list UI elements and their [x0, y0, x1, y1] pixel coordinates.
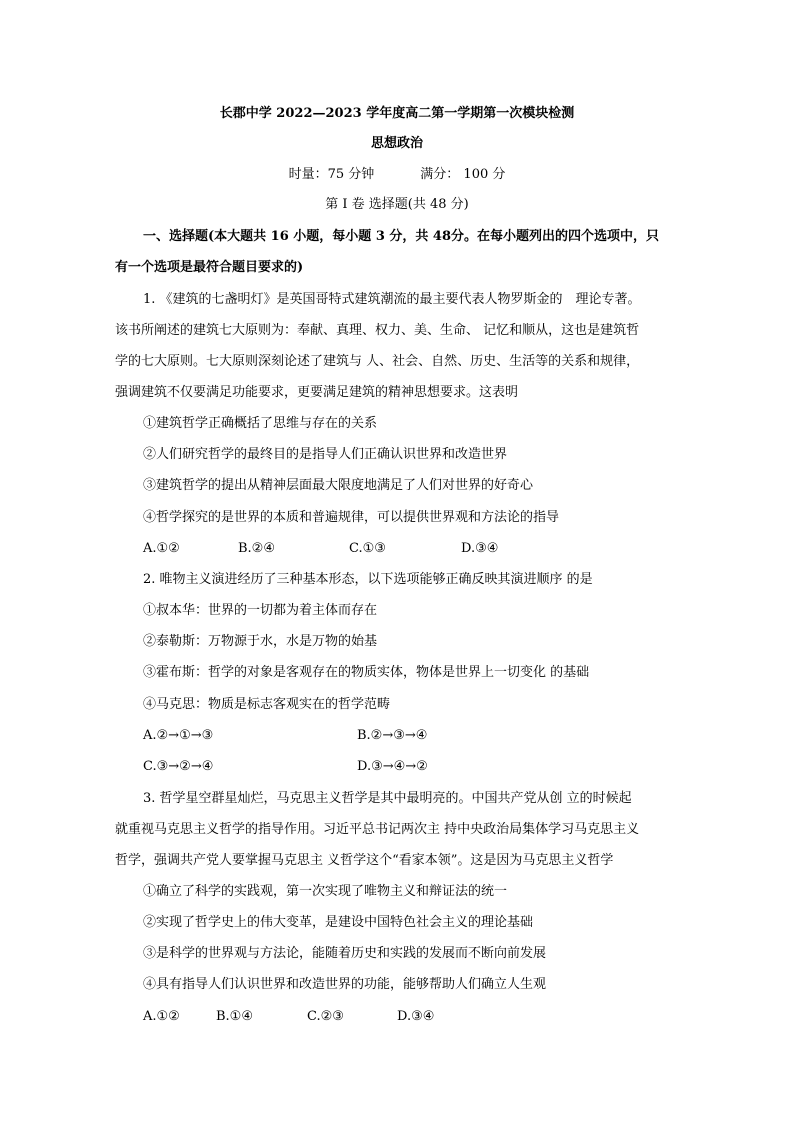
instructions-line-1: 一、选择题(本大题共 16 小题，每小题 3 分，共 48分。在每小题列出的四个选项中，只 [143, 229, 660, 244]
q1-item-3: ③建筑哲学的提出从精神层面最大限度地满足了人们对世界的好奇心 [143, 478, 534, 493]
q2-option-b[interactable]: B.②→③→④ [357, 728, 428, 743]
q2-option-c[interactable]: C.③→②→④ [143, 759, 214, 774]
q2-item-4: ④马克思：物质是标志客观实在的哲学范畴 [143, 697, 391, 712]
q3-item-1: ①确立了科学的实践观，第一次实现了唯物主义和辩证法的统一 [143, 884, 508, 899]
q1-option-b[interactable]: B.②④ [238, 541, 275, 556]
q3-item-4: ④具有指导人们认识世界和改造世界的功能，能够帮助人们确立人生观 [143, 977, 547, 992]
instructions-line-2: 有一个选项是最符合题目要求的) [115, 260, 304, 275]
q3-option-a[interactable]: A.①② [143, 1009, 180, 1024]
subject-title: 思想政治 [370, 136, 423, 151]
q1-option-c[interactable]: C.①③ [349, 541, 386, 556]
q2-option-d[interactable]: D.③→④→② [357, 759, 428, 774]
q3-option-d[interactable]: D.③④ [397, 1009, 435, 1024]
q2-item-3: ③霍布斯：哲学的对象是客观存在的物质实体，物体是世界上一切变化 的基础 [143, 665, 590, 680]
q2-item-1: ①叔本华：世界的一切都为着主体而存在 [143, 603, 378, 618]
q1-option-a[interactable]: A.①② [143, 541, 180, 556]
time-label: 时量：75 分钟 [288, 167, 375, 182]
q3-stem-line-3: 哲学，强调共产党人要掌握马克思主 义哲学这个“看家本领”。这是因为马克思主义哲学 [115, 853, 614, 868]
q1-item-4: ④哲学探究的是世界的本质和普遍规律，可以提供世界观和方法论的指导 [143, 510, 560, 525]
q1-item-1: ①建筑哲学正确概括了思维与存在的关系 [143, 416, 378, 431]
section-title: 第 I 卷 选择题(共 48 分) [325, 197, 469, 212]
q1-option-d[interactable]: D.③④ [461, 541, 499, 556]
exam-meta [0, 167, 794, 183]
q1-stem-line-3: 学的七大原则。七大原则深刻论述了建筑与 人、社会、自然、历史、生活等的关系和规律， [115, 354, 640, 369]
q1-item-2: ②人们研究哲学的最终目的是指导人们正确认识世界和改造世界 [143, 447, 508, 462]
q3-option-b[interactable]: B.①④ [216, 1009, 253, 1024]
q2-option-a[interactable]: A.②→①→③ [143, 728, 214, 743]
score-label: 满分： 100 分 [420, 167, 506, 182]
q2-item-2: ②泰勒斯：万物源于水，水是万物的始基 [143, 634, 378, 649]
exam-title: 长郡中学 2022—2023 学年度高二第一学期第一次模块检测 [219, 106, 575, 121]
q3-item-2: ②实现了哲学史上的伟大变革，是建设中国特色社会主义的理论基础 [143, 915, 534, 930]
q3-stem-line-2: 就重视马克思主义哲学的指导作用。习近平总书记两次主 持中央政治局集体学习马克思主义 [115, 822, 640, 837]
q1-stem-line-4: 强调建筑不仅要满足功能要求，更要满足建筑的精神思想要求。这表明 [115, 385, 519, 400]
q1-stem-line-1: 1. 《建筑的七盏明灯》是英国哥特式建筑潮流的最主要代表人物罗斯金的 理论专著。 [143, 292, 641, 307]
q3-stem-line-1: 3. 哲学星空群星灿烂，马克思主义哲学是其中最明亮的。中国共产党从创 立的时候起 [143, 791, 632, 806]
q3-option-c[interactable]: C.②③ [307, 1009, 344, 1024]
q3-item-3: ③是科学的世界观与方法论，能随着历史和实践的发展而不断向前发展 [143, 946, 547, 961]
q2-stem-line-1: 2. 唯物主义演进经历了三种基本形态，以下选项能够正确反映其演进顺序 的是 [143, 572, 593, 587]
q1-stem-line-2: 该书所阐述的建筑七大原则为：奉献、真理、权力、美、生命、 记忆和顺从，这也是建筑哲 [115, 323, 640, 338]
